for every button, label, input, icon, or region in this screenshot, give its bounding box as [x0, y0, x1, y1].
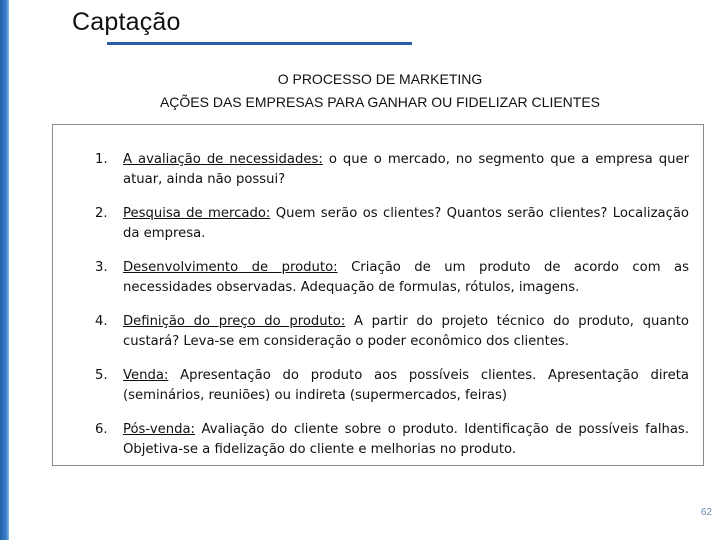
- title-underline: [107, 42, 412, 45]
- slide-title: Captação: [72, 8, 181, 36]
- item-term: A avaliação de necessidades:: [123, 152, 323, 167]
- page-number: 62: [700, 507, 712, 518]
- item-term: Pesquisa de mercado:: [123, 206, 271, 221]
- item-text: Apresentação do produto aos possíveis clientes. Apresentação direta (seminários, reuniões) ou indireta (supermercados, feiras): [123, 368, 689, 403]
- item-term: Definição do preço do produto:: [123, 314, 346, 329]
- item-number: 1.: [95, 152, 108, 167]
- heading-line-2: AÇÕES DAS EMPRESAS PARA GANHAR OU FIDELIZAR CLIENTES: [159, 94, 601, 110]
- item-number: 5.: [95, 368, 108, 383]
- process-list: [95, 150, 689, 474]
- item-number: 4.: [95, 314, 108, 329]
- list-item: [95, 312, 689, 352]
- list-item: [95, 366, 689, 406]
- item-term: Venda:: [123, 368, 169, 383]
- item-number: 3.: [95, 260, 108, 275]
- list-item: [95, 420, 689, 460]
- list-item: [95, 150, 689, 190]
- left-accent-bar: [0, 0, 9, 540]
- item-text: o que o mercado, no segmento que a empresa quer atuar, ainda não possui?: [123, 152, 689, 187]
- item-term: Pós-venda:: [123, 422, 195, 437]
- list-item: [95, 258, 689, 298]
- item-number: 2.: [95, 206, 108, 221]
- list-item: [95, 204, 689, 244]
- item-text: A partir do projeto técnico do produto, quanto custará? Leva-se em consideração o poder econômico dos clientes.: [123, 314, 690, 349]
- heading-line-1: O PROCESSO DE MARKETING: [277, 71, 483, 87]
- item-text: Quem serão os clientes? Quantos serão clientes? Localização da empresa.: [123, 206, 689, 241]
- item-term: Desenvolvimento de produto:: [123, 260, 338, 275]
- item-number: 6.: [95, 422, 108, 437]
- item-text: Avaliação do cliente sobre o produto. Identificação de possíveis falhas. Objetiva-se a fidelização do cliente e melhorias no produto.: [123, 422, 689, 457]
- item-text: Criação de um produto de acordo com as necessidades observadas. Adequação de formulas, rótulos, imagens.: [123, 260, 690, 295]
